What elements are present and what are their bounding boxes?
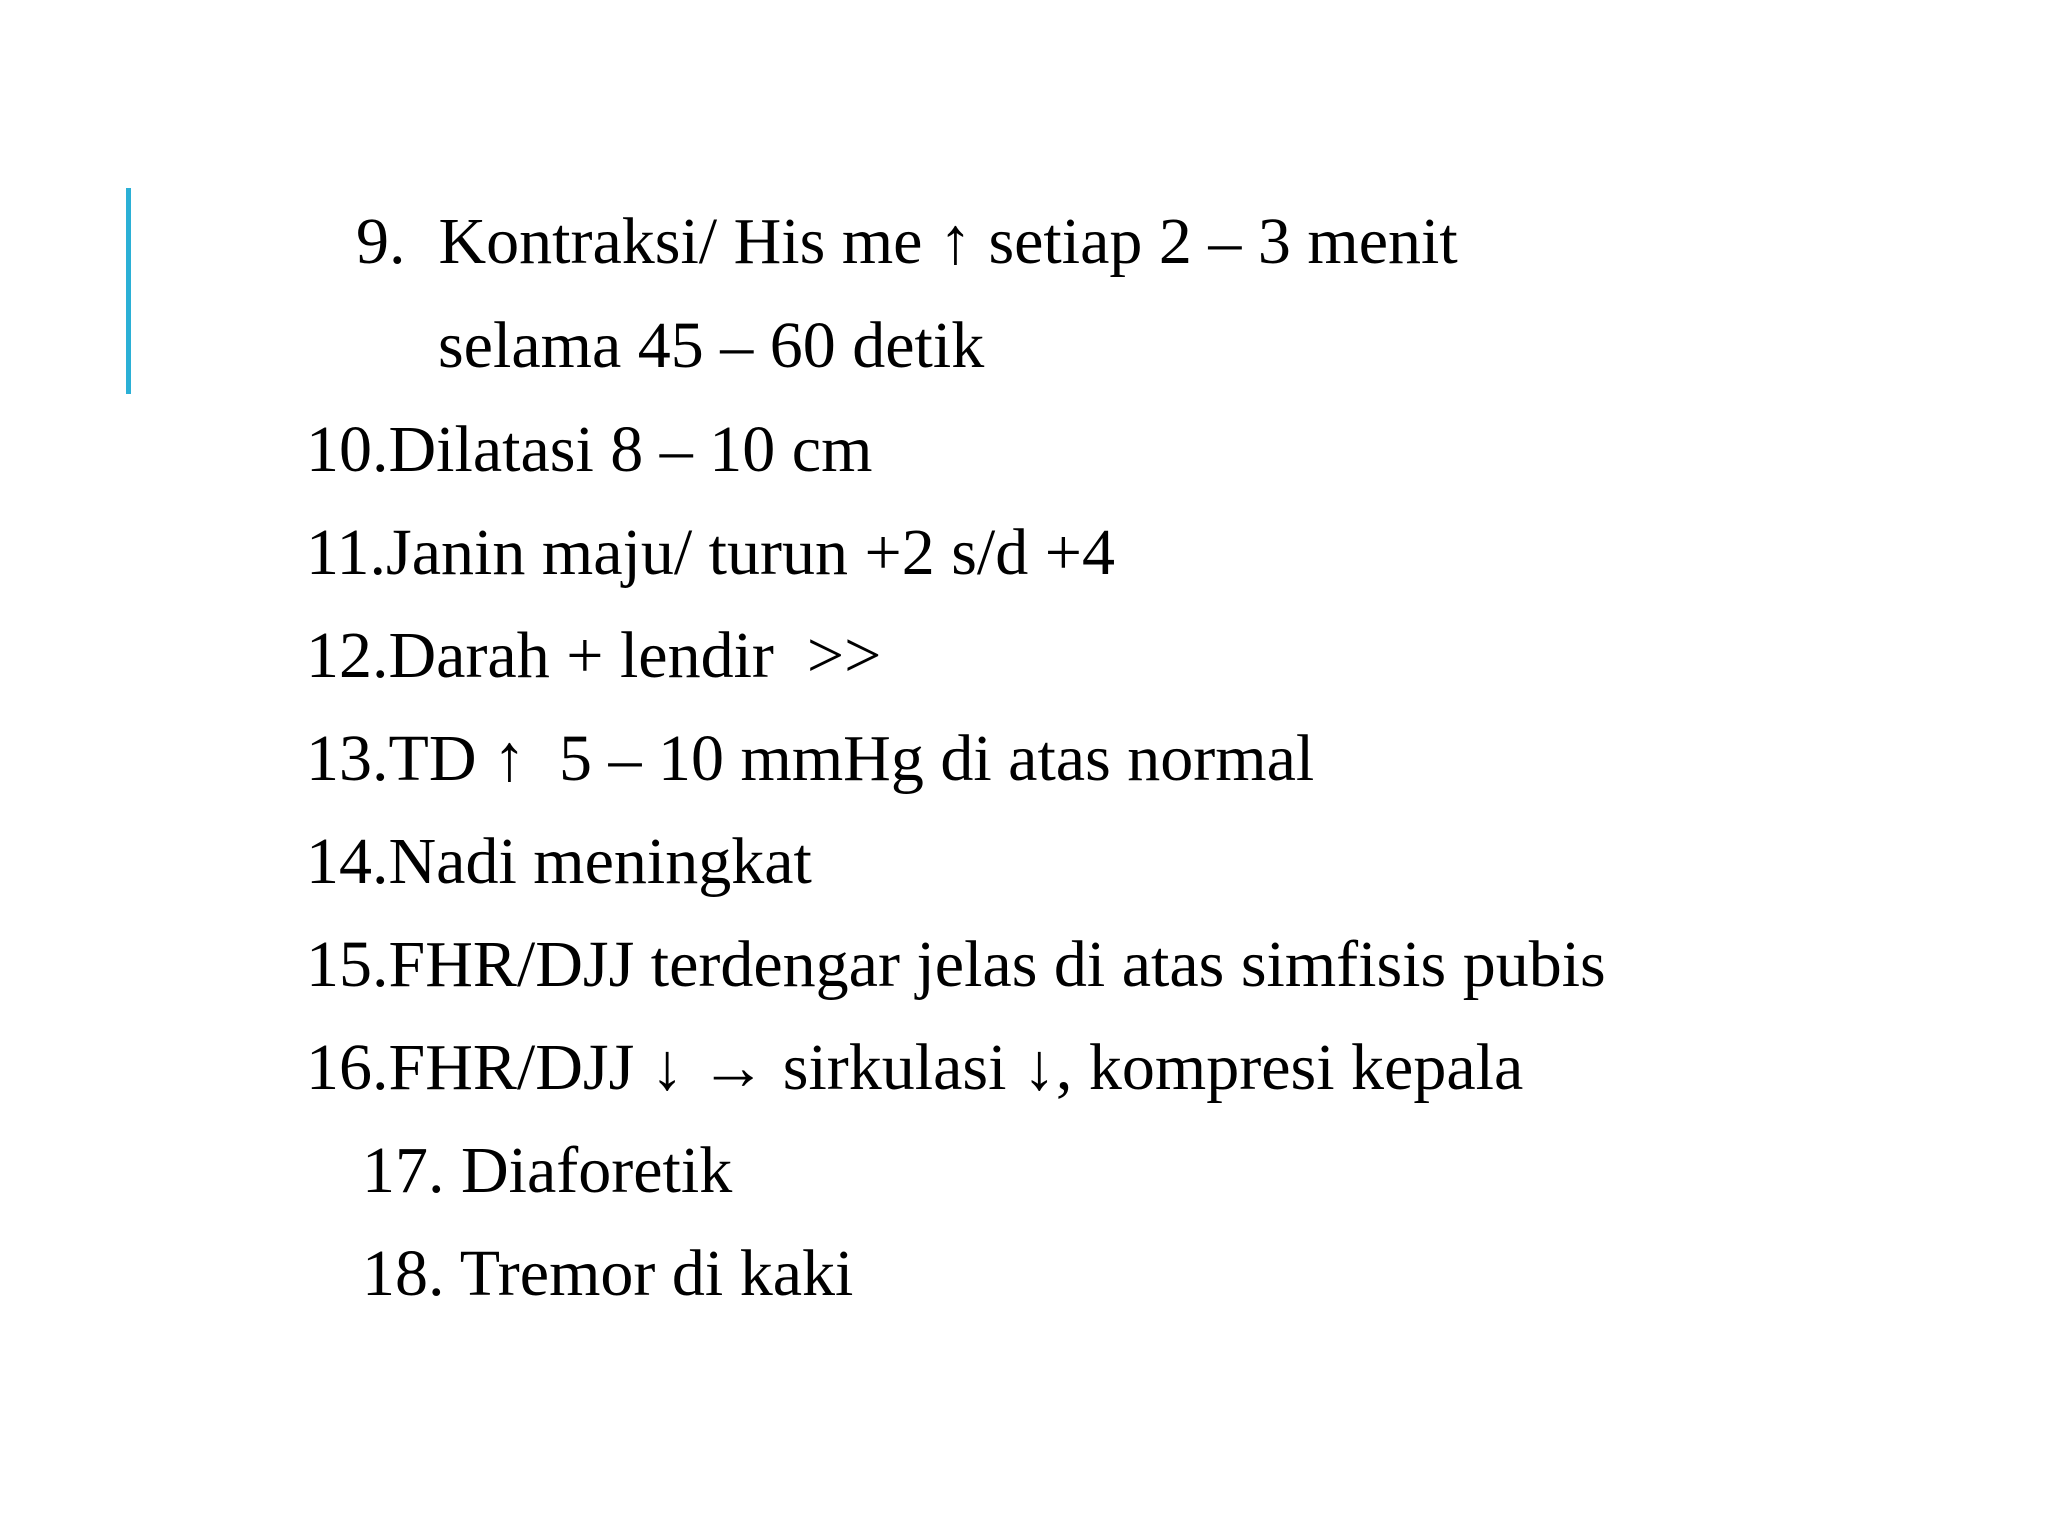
- list-item-9: 9. Kontraksi/ His me ↑ setiap 2 – 3 menit: [356, 205, 1458, 278]
- list-item-13: 13.TD ↑ 5 – 10 mmHg di atas normal: [306, 722, 1315, 795]
- list-item-14: 14.Nadi meningkat: [306, 825, 812, 898]
- list-item-9-continuation: selama 45 – 60 detik: [438, 309, 985, 382]
- list-item-11: 11.Janin maju/ turun +2 s/d +4: [306, 516, 1115, 589]
- list-item-18: 18. Tremor di kaki: [362, 1237, 854, 1310]
- list-item-17: 17. Diaforetik: [362, 1134, 733, 1207]
- list-item-15: 15.FHR/DJJ terdengar jelas di atas simfisis pubis: [306, 928, 1606, 1001]
- list-item-12: 12.Darah + lendir >>: [306, 619, 882, 692]
- list-item-10: 10.Dilatasi 8 – 10 cm: [306, 413, 873, 486]
- list-item-16: 16.FHR/DJJ ↓ → sirkulasi ↓, kompresi kepala: [306, 1031, 1524, 1104]
